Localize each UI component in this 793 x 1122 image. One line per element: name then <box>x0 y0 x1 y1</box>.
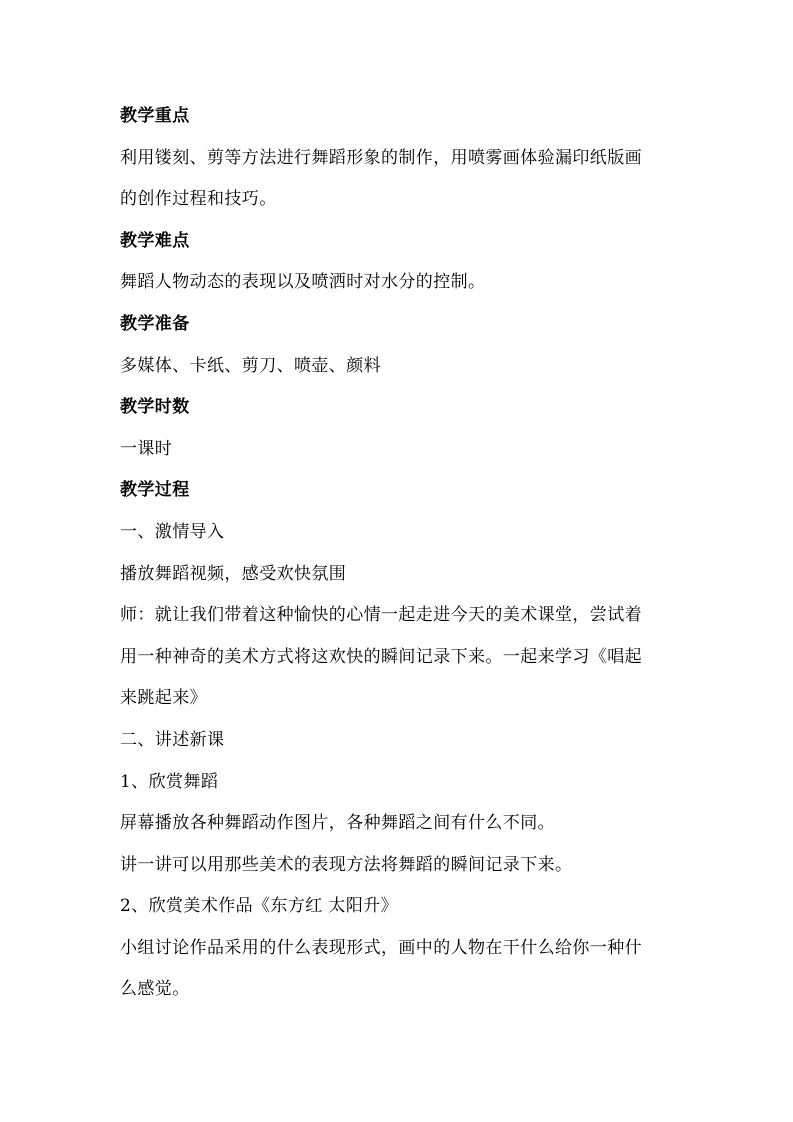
paragraph-line: 一课时 <box>120 438 173 459</box>
paragraph-line: 用一种神奇的美术方式将这欢快的瞬间记录下来。一起来学习《唱起 <box>120 646 642 667</box>
section-heading-teaching-process: 教学过程 <box>120 480 190 501</box>
paragraph-line: 的创作过程和技巧。 <box>120 189 277 210</box>
paragraph-line: 师：就让我们带着这种愉快的心情一起走进今天的美术课堂，尝试着 <box>120 605 642 626</box>
section-heading-key-points: 教学重点 <box>120 106 190 126</box>
paragraph-line: 舞蹈人物动态的表现以及喷洒时对水分的控制。 <box>120 272 486 293</box>
paragraph-line: 小组讨论作品采用的什么表现形式，画中的人物在干什么给你一种什 <box>120 937 642 958</box>
subsection-title: 二、讲述新课 <box>120 729 225 750</box>
paragraph-line: 屏幕播放各种舞蹈动作图片，各种舞蹈之间有什么不同。 <box>120 813 555 834</box>
section-heading-preparation: 教学准备 <box>120 313 190 334</box>
paragraph-line: 播放舞蹈视频，感受欢快氛围 <box>120 563 347 584</box>
paragraph-line: 利用镂刻、剪等方法进行舞蹈形象的制作，用喷雾画体验漏印纸版画 <box>120 147 642 168</box>
section-heading-difficulties: 教学难点 <box>120 230 190 251</box>
paragraph-line: 讲一讲可以用那些美术的表现方法将舞蹈的瞬间记录下来。 <box>120 854 573 875</box>
paragraph-line: 来跳起来》 <box>120 688 207 709</box>
subsection-title: 一、激情导入 <box>120 521 225 542</box>
list-item-title: 2、欣赏美术作品《东方红 太阳升》 <box>120 896 399 917</box>
section-heading-class-hours: 教学时数 <box>120 397 190 418</box>
paragraph-line: 多媒体、卡纸、剪刀、喷壶、颜料 <box>120 355 381 376</box>
list-item-title: 1、欣赏舞蹈 <box>120 771 219 792</box>
document-body <box>120 96 680 1011</box>
paragraph-line: 么感觉。 <box>120 979 190 1000</box>
